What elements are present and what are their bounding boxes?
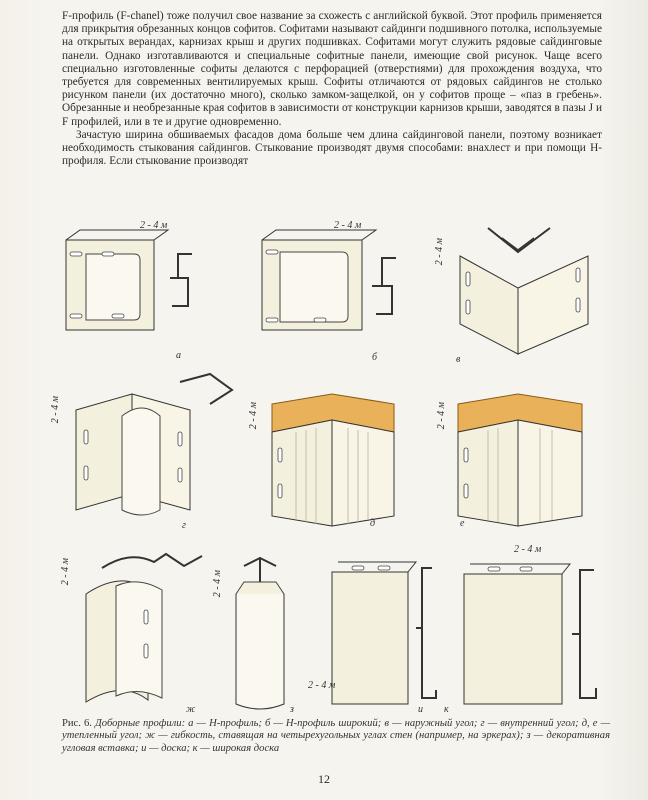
figure-z-decorative-insert <box>230 554 310 714</box>
dim-z: 2 - 4 м <box>212 570 223 598</box>
decorative-insert-drawing <box>230 554 310 714</box>
paragraph-1: F-профиль (F-chanel) тоже получил свое название за схожесть с английской буквой. Этот профиль применяется для прикрытия обрезанных концов софитов. Софитами называют сайдинги подшивного потолка, используемые на открытых верандах, карнизах крыш и других подшивках. Софитами могут служить рядовые сайдинговые панели. Однако изготавливаются и специальные софитные панели, имеющие свой рисунок. Чаще всего специально изготовленные софиты делаются с перфорацией (отверстиями) для прохождения воздуха, что требуется для современных вентилируемых крыш. Софиты отличаются от рядовых сайдингов не столько рисунком панели (их достаточно много), сколько замком-защелкой, он у софитов проще – «паз в гребень». Обрезанные и необрезанные края софитов в зависимости от конструкции карнизов крыши, заводятся в пазы J и F профилей, или в те и другие одновременно. <box>62 10 602 128</box>
label-a: а <box>176 350 181 361</box>
outer-corner-drawing <box>448 228 608 358</box>
insulated-corner-e-drawing <box>448 392 598 532</box>
figure-d-insulated-corner <box>262 392 412 532</box>
label-b: б <box>372 352 378 363</box>
caption-lead: Рис. 6. <box>62 718 92 729</box>
figure-v-outer-corner <box>448 228 608 358</box>
wide-board-drawing <box>458 554 614 714</box>
paragraph-2: Зачастую ширина обшиваемых фасадов дома больше чем длина сайдинговой панели, поэтому возникает необходимость стыкования сайдингов. Стыкование производят двумя способами: внахлест и при помощи Н-профиля. Если стыкование производят <box>62 128 602 168</box>
flexible-profile-drawing <box>72 550 222 710</box>
caption-text: Доборные профили: а — Н-профиль; б — Н-профиль широкий; в — наружный угол; г — внутренний угол; д, е — утепленный угол; ж — гибкость, ставящая на четырехугольных углах стен (например, на эркерах); з — декоративная угловая вставка; и — доска; к — широкая доска <box>62 718 610 754</box>
label-i: и <box>418 704 423 715</box>
page-number: 12 <box>318 772 330 786</box>
wide-h-profile-drawing <box>258 226 398 346</box>
label-d: д <box>370 518 376 529</box>
figure-k-wide-board <box>458 554 614 714</box>
label-z: з <box>290 704 294 715</box>
figure-profiles <box>44 220 614 720</box>
dim-a: 2 - 4 м <box>140 220 168 231</box>
body-text <box>62 10 602 168</box>
dim-g: 2 - 4 м <box>50 396 61 424</box>
figure-g-inner-corner <box>60 370 260 520</box>
figure-zh-flexible-profile <box>72 550 222 710</box>
figure-caption <box>62 718 610 755</box>
figure-i-board <box>324 554 454 714</box>
h-profile-drawing <box>60 226 200 346</box>
label-e: е <box>460 518 465 529</box>
dim-b: 2 - 4 м <box>334 220 362 231</box>
dim-d: 2 - 4 м <box>248 402 259 430</box>
dim-v: 2 - 4 м <box>434 238 445 266</box>
label-v: в <box>456 354 461 365</box>
inner-corner-drawing <box>60 370 260 520</box>
dim-k: 2 - 4 м <box>514 544 542 555</box>
figure-e-insulated-corner <box>448 392 598 532</box>
figure-a-h-profile <box>60 226 200 346</box>
label-k: к <box>444 704 449 715</box>
label-zh: ж <box>186 704 196 715</box>
dim-zh: 2 - 4 м <box>60 558 71 586</box>
label-g: г <box>182 520 186 531</box>
figure-b-wide-h-profile <box>258 226 398 346</box>
insulated-corner-drawing <box>262 392 412 532</box>
dim-e: 2 - 4 м <box>436 402 447 430</box>
dim-i: 2 - 4 м <box>308 680 336 691</box>
board-drawing <box>324 554 454 714</box>
